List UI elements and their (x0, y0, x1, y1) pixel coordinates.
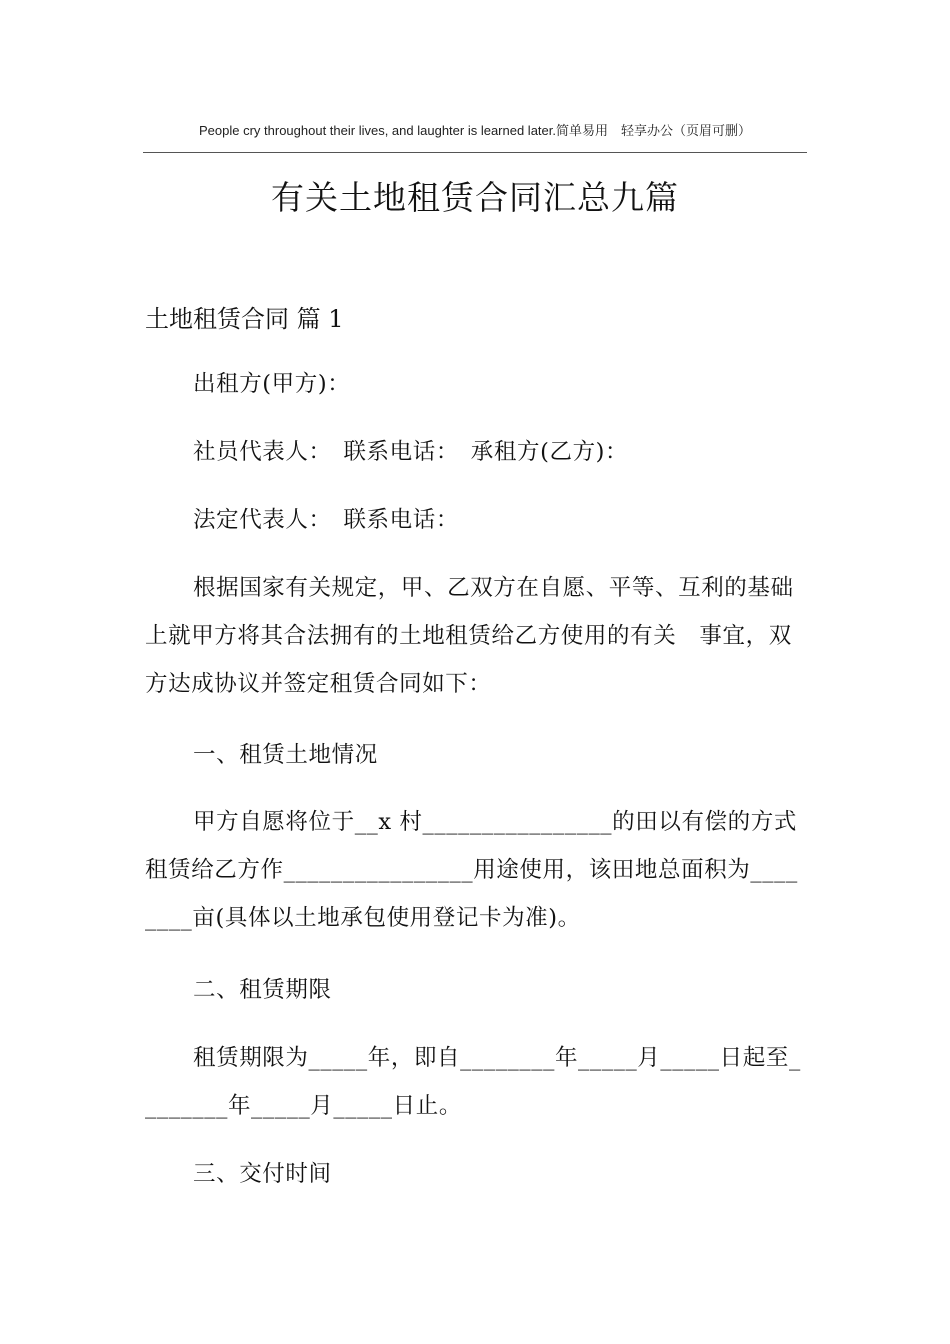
paragraph-lessor: 出租方(甲方)： (193, 371, 351, 397)
clause-heading-2: 二、租赁期限 (193, 977, 332, 1003)
paragraph-representative: 社员代表人： 联系电话： 承租方(乙方)： (193, 439, 629, 465)
paragraph-lease-term: 租赁期限为_____年，即自________年_____月_____日起至________年_____月_____日止。 (145, 1045, 801, 1119)
paragraph-land-details: 甲方自愿将位于__x 村________________的田以有偿的方式租赁给乙方作________________用途使用，该田地总面积为________亩(具体以土地承包使用登记卡为准)。 (145, 809, 798, 931)
clause-heading-1: 一、租赁土地情况 (193, 742, 378, 768)
paragraph-legal-representative: 法定代表人： 联系电话： (193, 507, 459, 533)
section-heading: 土地租赁合同 篇 1 (145, 305, 344, 333)
header-divider (143, 152, 807, 153)
page-header: People cry throughout their lives, and laughter is learned later.简单易用 轻享办公（页眉可删） (199, 123, 751, 138)
clause-heading-3: 三、交付时间 (193, 1161, 332, 1187)
paragraph-preamble: 根据国家有关规定，甲、乙双方在自愿、平等、互利的基础上就甲方将其合法拥有的土地租赁给乙方使用的有关 事宜，双方达成协议并签定租赁合同如下： (145, 575, 794, 697)
document-title: 有关土地租赁合同汇总九篇 (271, 178, 679, 217)
